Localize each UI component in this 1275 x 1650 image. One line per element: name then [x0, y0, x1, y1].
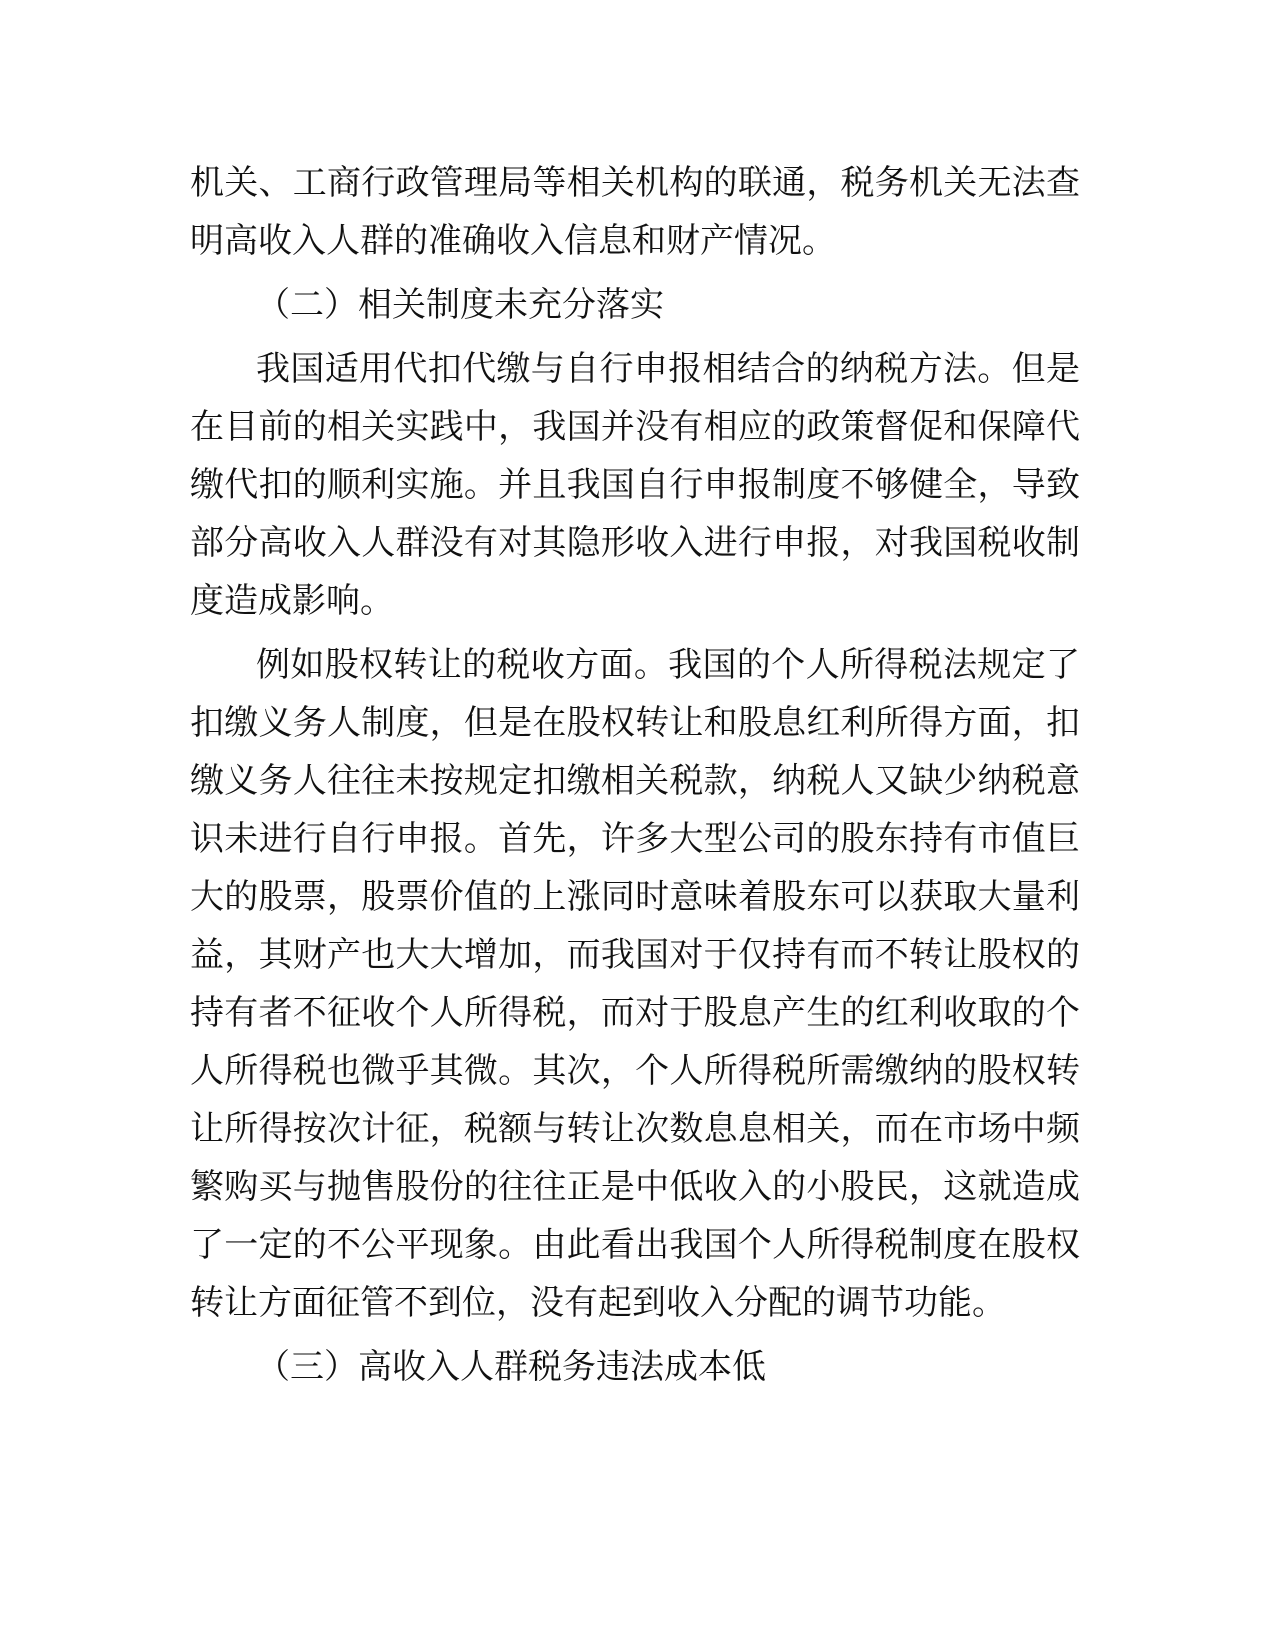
- section-heading-3: （三）高收入人群税务违法成本低: [256, 1347, 766, 1387]
- body-paragraph-equity-transfer: 例如股权转让的税收方面。我国的个人所得税法规定了扣缴义务人制度，但是在股权转让和股息红利所得方面，扣缴义务人往往未按规定扣缴相关税款，纳税人又缺少纳税意识未进行自行申报。首先，许多大型公司的股东持有市值巨大的股票，股票价值的上涨同时意味着股东可以获取大量利益，其财产也大大增加，而我国对于仅持有而不转让股权的持有者不征收个人所得税，而对于股息产生的红利收取的个人所得税也微乎其微。其次，个人所得税所需缴纳的股权转让所得按次计征，税额与转让次数息息相关，而在市场中频繁购买与抛售股份的往往正是中低收入的小股民，这就造成了一定的不公平现象。由此看出我国个人所得税制度在股权转让方面征管不到位，没有起到收入分配的调节功能。: [190, 645, 1080, 1323]
- body-paragraph-continued: 机关、工商行政管理局等相关机构的联通，税务机关无法查明高收入人群的准确收入信息和财产情况。: [190, 163, 1080, 261]
- document-body: [190, 154, 1080, 1396]
- body-paragraph-withholding: 我国适用代扣代缴与自行申报相结合的纳税方法。但是在目前的相关实践中，我国并没有相应的政策督促和保障代缴代扣的顺利实施。并且我国自行申报制度不够健全，导致部分高收入人群没有对其隐形收入进行申报，对我国税收制度造成影响。: [190, 349, 1080, 621]
- section-heading-2: （二）相关制度未充分落实: [256, 285, 664, 325]
